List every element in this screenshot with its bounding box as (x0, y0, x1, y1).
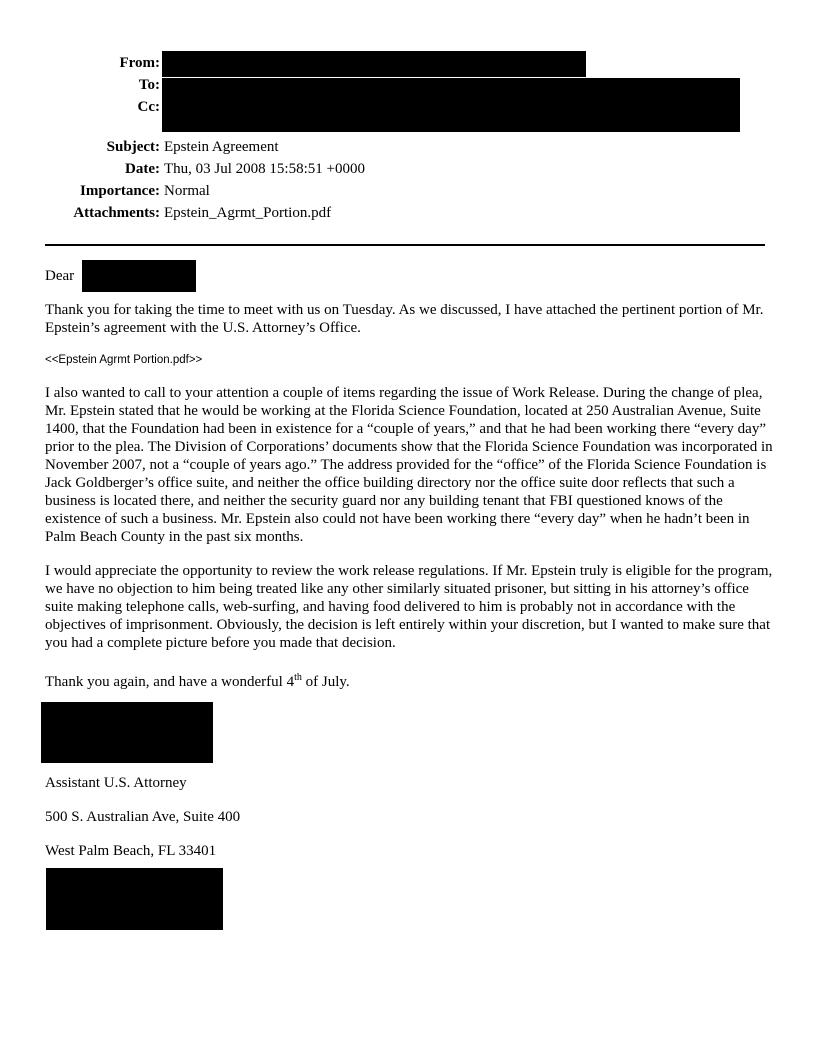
paragraph-1: Thank you for taking the time to meet with us on Tuesday. As we discussed, I have attached the pertinent portion of Mr. Epstein’s agreement with the U.S. Attorney’s Office. (45, 302, 764, 336)
date-value: Thu, 03 Jul 2008 15:58:51 +0000 (164, 161, 365, 177)
redaction-from (162, 51, 586, 77)
paragraph-2: I also wanted to call to your attention a couple of items regarding the issue of Work Release. During the change of plea, Mr. Epstein stated that he would be working at the Florida Science Foundation, located at 250 Australian Avenue, Suite 1400, that the Foundation had been in existence for a “couple of years,” and that he had been working there “every day” prior to the plea. The Division of Corporations’ documents show that the Florida Science Foundation was incorporated in November 2007, not a “couple of years ago.” The address provided for the “office” of the Florida Science Foundation is Jack Goldberger’s office suite, and neither the office building directory nor the office suite door reflects that such a business is located there, and neither the security guard nor any building tenant that FBI questioned knows of the existence of such a business. Mr. Epstein also could not have been working there “every day” when he hadn’t been in Palm Beach County in the past six months. (45, 385, 773, 545)
redaction-contact-info (46, 868, 223, 930)
header-divider (45, 244, 765, 246)
attachment-reference[interactable]: <<Epstein Agrmt Portion.pdf>> (45, 354, 203, 366)
redaction-signature-name (41, 702, 213, 763)
signature-address: 500 S. Australian Ave, Suite 400 (45, 809, 241, 825)
date-label: Date: (125, 161, 160, 177)
signature-title: Assistant U.S. Attorney (45, 775, 187, 791)
subject-label: Subject: (106, 139, 160, 155)
subject-value: Epstein Agreement (164, 139, 279, 155)
signature-city: West Palm Beach, FL 33401 (45, 843, 217, 859)
from-label: From: (119, 55, 160, 71)
importance-label: Importance: (80, 183, 160, 199)
to-label: To: (138, 77, 160, 93)
cc-label: Cc: (137, 99, 160, 115)
importance-value: Normal (164, 183, 210, 199)
closing-text: Thank you again, and have a wonderful 4 (45, 674, 295, 690)
salutation-text: Dear (45, 268, 75, 284)
redaction-recipient-name (82, 260, 196, 292)
closing-superscript: th (294, 672, 302, 683)
attachments-value[interactable]: Epstein_Agrmt_Portion.pdf (164, 205, 332, 221)
paragraph-3: I would appreciate the opportunity to review the work release regulations. If Mr. Epstein truly is eligible for the program, we have no objection to him being treated like any other similarly situated prisoner, but sitting in his attorney’s office suite making telephone calls, web-surfing, and having food delivered to him is probably not in accordance with the objectives of imprisonment. Obviously, the decision is left entirely within your discretion, but I wanted to make sure that you had a complete picture before you made that decision. (45, 563, 773, 651)
attachments-label: Attachments: (73, 205, 160, 221)
closing-text-end: of July. (301, 674, 350, 690)
redaction-recipients (162, 78, 740, 132)
closing-line (45, 673, 775, 691)
